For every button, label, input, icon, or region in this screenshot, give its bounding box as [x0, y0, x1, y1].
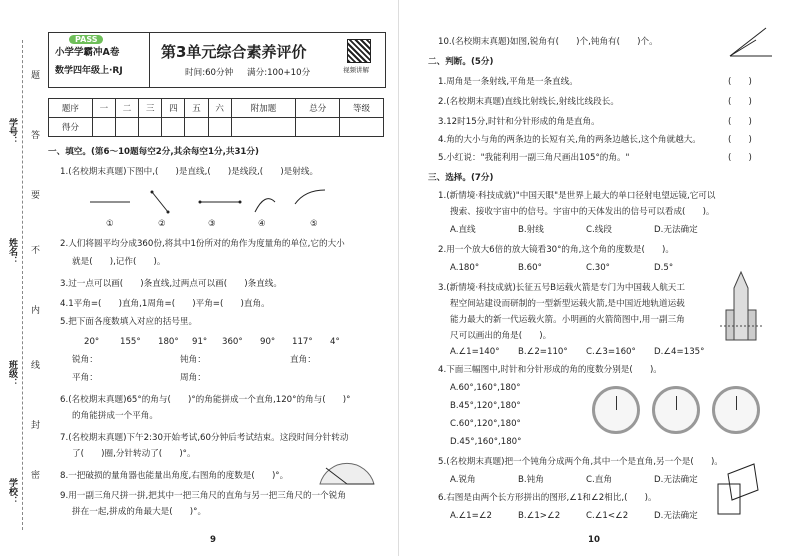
- choice-1: 1.(新情境·科技成就)"中国天眼"是世界上最大的单口径射电望远镜,它可以: [438, 191, 716, 201]
- choice-3-cont: 尺可以画出的角是( )。: [450, 331, 552, 341]
- binding-line: [22, 40, 23, 530]
- fold-char: 密: [29, 470, 39, 479]
- binding-label-name: 姓名：: [7, 238, 17, 265]
- degree-value: 4°: [330, 337, 340, 347]
- degree-value: 155°: [120, 337, 141, 347]
- fold-char: 线: [29, 360, 39, 369]
- judge-bracket[interactable]: ( ): [728, 153, 752, 163]
- section-fill-blank: 一、填空。(第6～10题每空2分,其余每空1分,共31分): [48, 147, 259, 157]
- option[interactable]: B.∠2=110°: [518, 347, 568, 357]
- section-judge: 二、判断。(5分): [428, 57, 494, 67]
- header-divider: [149, 33, 150, 87]
- degree-value: 90°: [260, 337, 276, 347]
- figure-mark: ④: [258, 219, 266, 229]
- obtuse-label: 钝角：: [180, 355, 206, 365]
- page-title: 第3单元综合素养评价: [161, 43, 307, 61]
- question-1: 1.(名校期末真题)下图中,( )是直线,( )是线段,( )是射线。: [60, 167, 319, 177]
- straight-label: 平角：: [72, 373, 98, 383]
- question-2-cont: 就是( ),记作( )。: [72, 257, 166, 267]
- series-name: 小学学霸冲A卷: [55, 47, 120, 58]
- choice-1-options: [450, 224, 722, 236]
- fold-char: 题: [29, 70, 39, 79]
- option[interactable]: C.直角: [586, 475, 612, 485]
- option[interactable]: B.45°,120°,180°: [450, 401, 521, 411]
- score-cell[interactable]: [296, 118, 340, 137]
- degree-value: 20°: [84, 337, 100, 347]
- score-cell[interactable]: [162, 118, 185, 137]
- clock-figure-3: [712, 386, 760, 434]
- choice-6-options: [450, 510, 722, 522]
- choice-5: 5.(名校期末真题)把一个钝角分成两个角,其中一个是直角,另一个是( )。: [438, 457, 723, 467]
- table-header: 五: [185, 99, 208, 118]
- figure-mark: ③: [208, 219, 216, 229]
- score-cell[interactable]: [185, 118, 208, 137]
- question-8: 8.一把破损的量角器也能量出角度,右图角的度数是( )°。: [60, 471, 289, 481]
- choice-3: 3.(新情境·科技成就)长征五号B运载火箭是专门为中国载人航天工: [438, 283, 685, 293]
- question-7: 7.(名校期末真题)下午2:30开始考试,60分钟后考试结束。这段时间分针转动: [60, 433, 349, 443]
- page-divider: [398, 0, 399, 556]
- question-3: 3.过一点可以画( )条直线,过两点可以画( )条直线。: [60, 279, 282, 289]
- degree-value: 91°: [192, 337, 208, 347]
- fold-char: 要: [29, 190, 39, 199]
- section-choice: 三、选择。(7分): [428, 173, 494, 183]
- table-header: 三: [139, 99, 162, 118]
- option[interactable]: C.30°: [586, 263, 610, 273]
- page-number-left: 9: [210, 535, 216, 545]
- option[interactable]: A.∠1=∠2: [450, 511, 493, 521]
- table-header: 一: [92, 99, 115, 118]
- score-cell[interactable]: [139, 118, 162, 137]
- protractor-figure: [316, 448, 378, 488]
- score-cell[interactable]: [92, 118, 115, 137]
- question-5: 5.把下面各度数填入对应的括号里。: [60, 317, 198, 327]
- choice-2-options: [450, 262, 722, 274]
- judge-bracket[interactable]: ( ): [728, 135, 752, 145]
- question-6: 6.(名校期末真题)65°的角与( )°的角能拼成一个直角,120°的角与( )°: [60, 395, 351, 405]
- option[interactable]: C.∠1<∠2: [586, 511, 629, 521]
- score-table: [48, 98, 384, 137]
- option[interactable]: C.∠3=160°: [586, 347, 636, 357]
- judge-bracket[interactable]: ( ): [728, 117, 752, 127]
- option[interactable]: D.∠4=135°: [654, 347, 705, 357]
- figure-point: [167, 211, 170, 214]
- option[interactable]: B.钝角: [518, 475, 544, 485]
- option[interactable]: D.无法确定: [654, 225, 698, 235]
- header-box: [48, 32, 386, 88]
- question-4: 4.1平角=( )直角,1周角=( )平角=( )直角。: [60, 299, 270, 309]
- option[interactable]: A.180°: [450, 263, 480, 273]
- choice-1-cont: 搜索、接收宇宙中的信号。宇宙中的天体发出的信号可以看成( )。: [450, 207, 715, 217]
- qr-caption: 视频讲解: [343, 66, 369, 74]
- option[interactable]: C.60°,120°,180°: [450, 419, 521, 429]
- question-2: 2.人们将圆平均分成360份,将其中1份所对的角作为度量角的单位,它的大小: [60, 239, 345, 249]
- option[interactable]: A.锐角: [450, 475, 476, 485]
- question-7-cont: 了( )圈,分针转动了( )°。: [72, 449, 196, 459]
- judge-item: 5.小红说："我能利用一副三角尺画出105°的角。": [438, 153, 630, 163]
- option[interactable]: A.60°,160°,180°: [450, 383, 521, 393]
- acute-label: 锐角：: [72, 355, 98, 365]
- choice-6: 6.右图是由两个长方形拼出的图形,∠1和∠2相比,( )。: [438, 493, 657, 503]
- option[interactable]: A.直线: [450, 225, 476, 235]
- rocket-figure: [718, 270, 764, 352]
- judge-item: 3.12时15分,时针和分针形成的角是直角。: [438, 117, 600, 127]
- exam-time: 时间:60分钟: [185, 68, 234, 78]
- figure-point: [239, 201, 242, 204]
- figure-mark: ②: [158, 219, 166, 229]
- fold-char: 不: [29, 245, 39, 254]
- table-header: 六: [208, 99, 231, 118]
- score-cell[interactable]: [231, 118, 296, 137]
- table-header: 题序: [49, 99, 93, 118]
- fold-char: 封: [29, 420, 39, 429]
- page-number-right: 10: [588, 535, 600, 545]
- judge-bracket[interactable]: ( ): [728, 77, 752, 87]
- judge-bracket[interactable]: ( ): [728, 97, 752, 107]
- fold-char: 答: [29, 130, 39, 139]
- row-label: 得分: [49, 118, 93, 137]
- choice-5-options: [450, 474, 722, 486]
- qr-code[interactable]: [347, 39, 371, 63]
- figure-curve: [295, 190, 325, 204]
- option[interactable]: B.∠1>∠2: [518, 511, 561, 521]
- binding-label-school: 学校：: [7, 478, 17, 505]
- option[interactable]: C.线段: [586, 225, 612, 235]
- figure-point: [199, 201, 202, 204]
- score-cell[interactable]: [208, 118, 231, 137]
- figure-mark: ⑤: [310, 219, 318, 229]
- option[interactable]: B.射线: [518, 225, 544, 235]
- exam-score: 满分:100+10分: [247, 68, 311, 78]
- table-header: 附加题: [231, 99, 296, 118]
- clock-figure-2: [652, 386, 700, 434]
- right-label: 直角：: [290, 355, 316, 365]
- question-6-cont: 的角能拼成一个平角。: [72, 411, 158, 421]
- option[interactable]: D.45°,160°,180°: [450, 437, 522, 447]
- option[interactable]: D.5°: [654, 263, 674, 273]
- grade-subject: 数学四年级上·RJ: [55, 66, 123, 76]
- figure-point: [151, 191, 154, 194]
- table-header: 等级: [340, 99, 384, 118]
- question-10: 10.(名校期末真题)如图,锐角有( )个,钝角有( )个。: [438, 37, 658, 47]
- option[interactable]: B.60°: [518, 263, 542, 273]
- round-label: 周角：: [180, 373, 206, 383]
- binding-label-class: 班级：: [7, 360, 17, 387]
- judge-item: 1.周角是一条射线,平角是一条直线。: [438, 77, 578, 87]
- choice-3-cont: 能力最大的新一代运载火箭。小明画的火箭简图中,用一副三角: [450, 315, 685, 325]
- score-cell[interactable]: [115, 118, 138, 137]
- score-row: [49, 118, 384, 137]
- table-header: 总分: [296, 99, 340, 118]
- degree-value: 180°: [158, 337, 179, 347]
- degree-value: 360°: [222, 337, 243, 347]
- angle-figure: [726, 24, 776, 60]
- figure-arc: [255, 199, 275, 212]
- score-cell[interactable]: [340, 118, 384, 137]
- table-header: 二: [115, 99, 138, 118]
- choice-3-options: [450, 346, 722, 358]
- clock-figure-1: [592, 386, 640, 434]
- option[interactable]: D.无法确定: [654, 511, 698, 521]
- question-9-cont: 拼在一起,拼成的角最大是( )°。: [72, 507, 207, 517]
- binding-label-id: 学号：: [7, 118, 17, 145]
- table-header: 四: [162, 99, 185, 118]
- judge-item: 4.角的大小与角的两条边的长短有关,角的两条边越长,这个角就越大。: [438, 135, 701, 145]
- fold-char: 内: [29, 305, 39, 314]
- degree-value: 117°: [292, 337, 313, 347]
- figure-line-2: [152, 192, 168, 212]
- question-9: 9.用一副三角尺拼一拼,把其中一把三角尺的直角与另一把三角尺的一个锐角: [60, 491, 346, 501]
- choice-4: 4.下面三幅图中,时针和分针形成的角的度数分别是( )。: [438, 365, 662, 375]
- choice-3-cont: 程空间站建设而研制的一型新型运载火箭,是中国近地轨道运载: [450, 299, 685, 309]
- figure-mark: ①: [106, 219, 114, 229]
- brand-logo: PASS: [69, 35, 103, 44]
- option[interactable]: A.∠1=140°: [450, 347, 500, 357]
- option[interactable]: D.无法确定: [654, 475, 698, 485]
- score-table-header-row: [49, 99, 384, 118]
- judge-item: 2.(名校期末真题)直线比射线长,射线比线段长。: [438, 97, 619, 107]
- choice-2: 2.用一个放大6倍的放大镜看30°的角,这个角的度数是( )。: [438, 245, 674, 255]
